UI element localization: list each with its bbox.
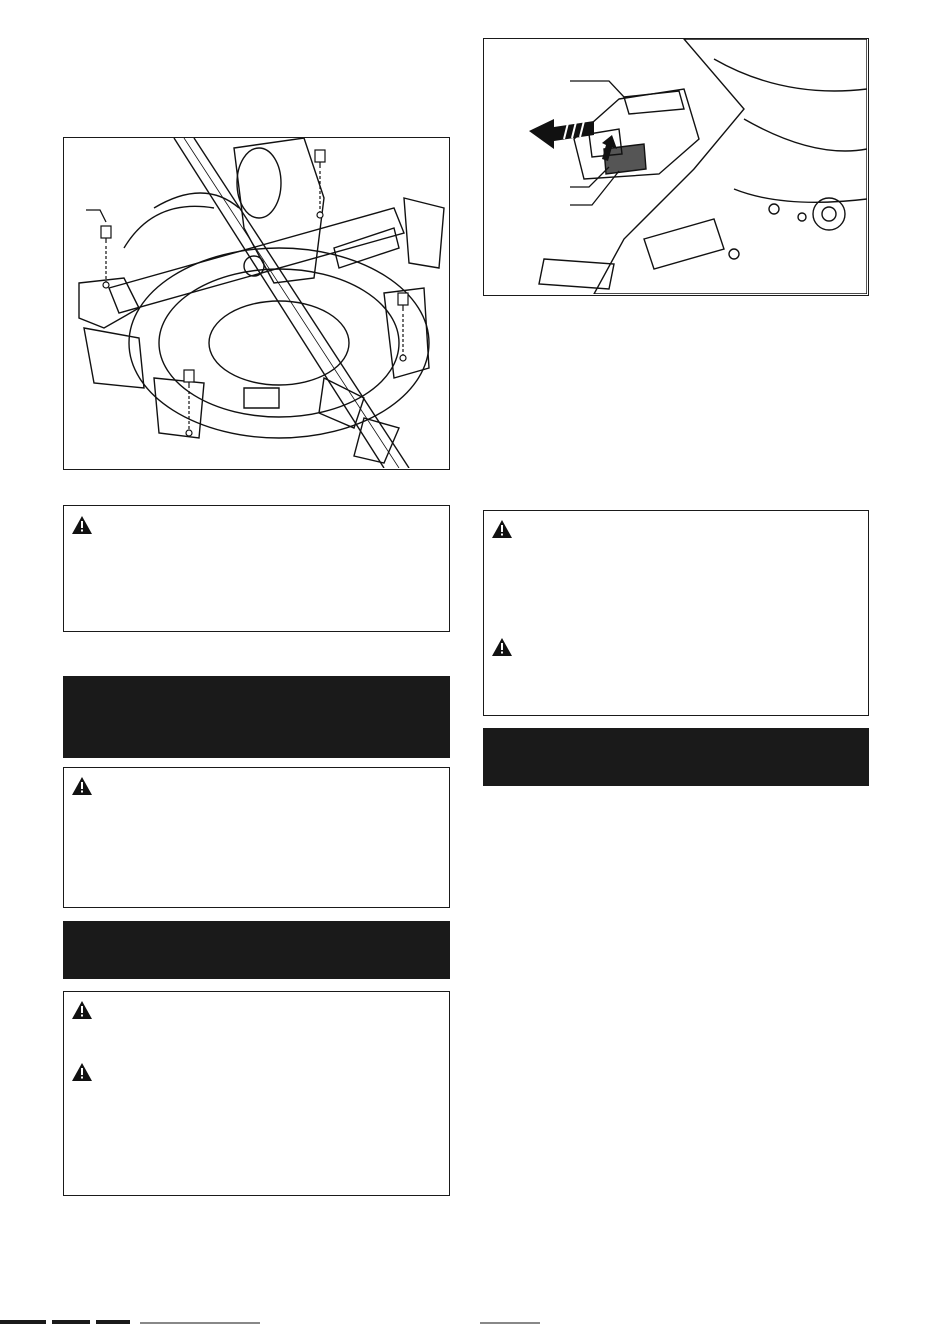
- screw-icon: [398, 293, 408, 361]
- section-heading-bar: [483, 728, 869, 786]
- warning-triangle-icon: [491, 519, 513, 539]
- miter-saw-illustration: [64, 138, 448, 468]
- footer-rule: [0, 1320, 46, 1324]
- warning-triangle-icon: [71, 1000, 93, 1020]
- warning-box: [63, 505, 450, 632]
- screw-icon: [184, 370, 194, 436]
- warning-triangle-icon: [71, 776, 93, 796]
- callout-line: [86, 210, 106, 222]
- section-heading-bar: [63, 921, 450, 979]
- warning-box: [483, 510, 869, 716]
- warning-triangle-icon: [491, 637, 513, 657]
- warning-triangle-icon: [71, 1062, 93, 1082]
- screw-icon: [101, 226, 111, 288]
- screw-icon: [315, 150, 325, 218]
- section-heading-bar: [63, 676, 450, 758]
- warning-box: [63, 767, 450, 908]
- warning-triangle-icon: [71, 515, 93, 535]
- mounting-screws-figure: [63, 137, 450, 470]
- callout-line: [570, 81, 624, 97]
- battery-removal-figure: [483, 38, 869, 296]
- footer-rule: [96, 1320, 130, 1324]
- battery-illustration: [484, 39, 867, 294]
- footer-rule: [52, 1320, 90, 1324]
- warning-box: [63, 991, 450, 1196]
